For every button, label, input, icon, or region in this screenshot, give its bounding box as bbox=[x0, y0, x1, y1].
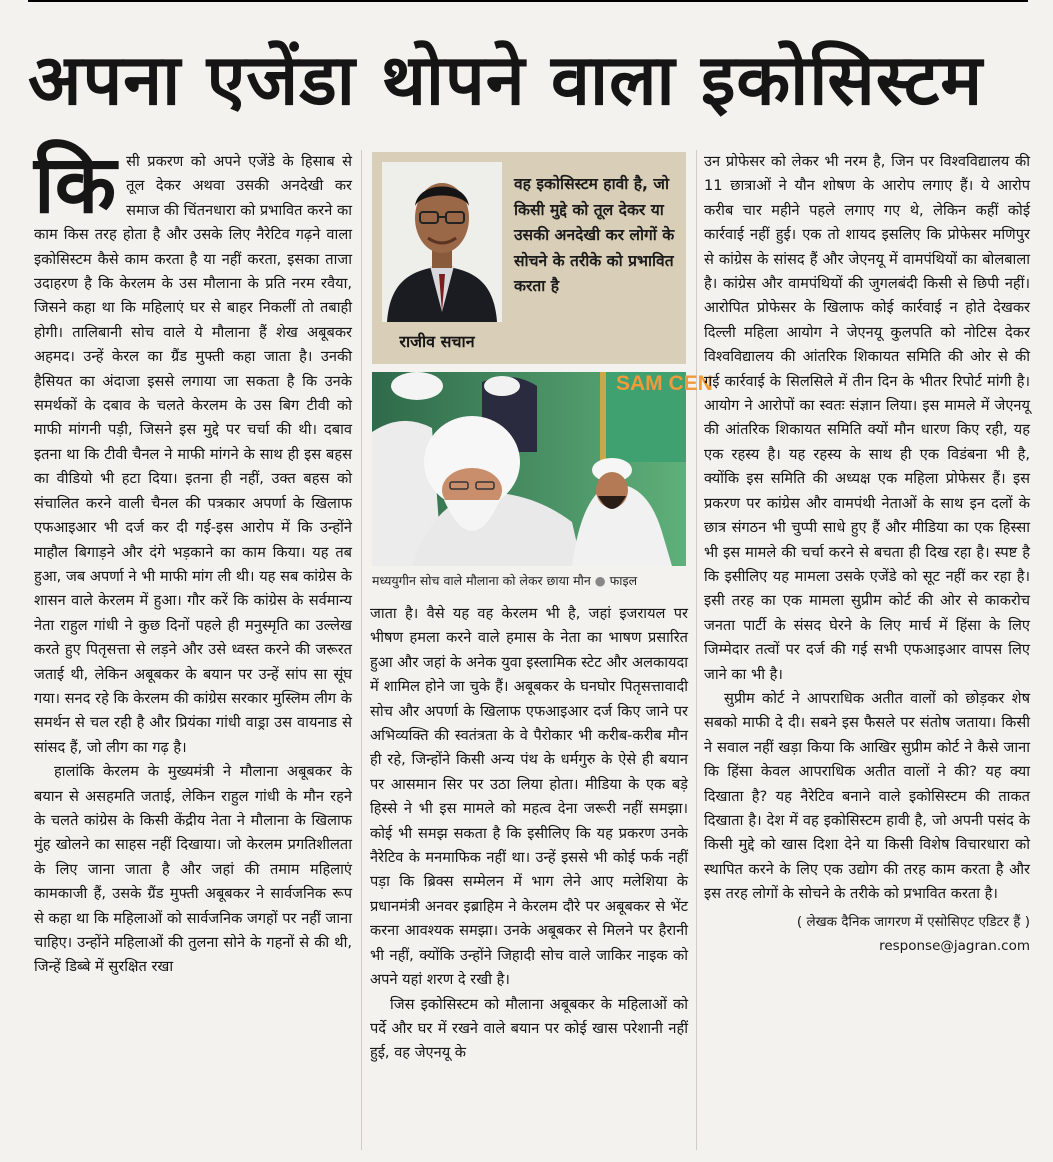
email-link[interactable]: response@jagran.com bbox=[879, 938, 1030, 954]
column-3 bbox=[704, 150, 1030, 1160]
column-divider bbox=[361, 150, 362, 1150]
headline: अपना एजेंडा थोपने वाला इकोसिस्टम bbox=[28, 39, 984, 121]
column-1 bbox=[34, 138, 352, 1160]
drop-cap: कि bbox=[34, 138, 117, 231]
author-portrait bbox=[382, 162, 502, 322]
photo-credit: फाइल bbox=[609, 573, 638, 588]
author-tagline: ( लेखक दैनिक जागरण में एसोसिएट एडिटर हैं ) bbox=[796, 913, 1030, 930]
paragraph-text: सी प्रकरण को अपने एजेंडे के हिसाब से तूल देकर अथवा उसकी अनदेखी कर समाज की चिंतनधारा को प्रभावित करने का काम किस तरह होता है और उसके लिए नैरेटिव गढ़ने वाला इकोसिस्टम कैसे काम करता है या नहीं करता, इसका ताजा उदाहरण है कि केरलम के उस मौलाना के प्रति नरम रवैया, जिसने कहा था कि महिलाएं घर से बाहर निकलीं तो तबाही होगी। तालिबानी सोच वाले ये मौलाना हैं शेख अबूबकर अहमद। उन्हें केरल का ग्रैंड मुफ्ती कहा जाता है। उनकी हैसियत का अंदाजा इससे लगाया जा सकता है कि उनके समर्थकों के दबाव के चलते केरलम के उस बिग टीवी को माफी मांगनी पड़ी, जिसने इस मुद्दे पर चर्चा की थी। दबाव इतना था कि टीवी चैनल ने माफी मांगने के साथ ही इस बहस का वीडियो भी हटा दिया। इतना ही नहीं, उक्त बहस को संचालित करने वाली चैनल की पत्रकार अपर्णा के खिलाफ एफआइआर भी दर्ज कर दी गई-इस आरोप में कि उन्होंने माहौल बिगाड़ने और दंगे भड़काने का काम किया। यह तब हुआ, जब अपर्णा ने भी माफी मांग ली थी। यह सब कांग्रेस के शासन वाले केरलम में हुआ। गौर करें कि कांग्रेस के सर्वमान्य नेता राहुल गांधी ने कुछ दिनों पहले ही मनुस्मृति का उल्लेख करते हुए पितृसत्ता से लड़ने और उसे ध्वस्त करने की जरूरत जताई थी, लेकिन अबूबकर के बयान पर उन्हें सांप सा सूंघ गया। सनद रहे कि केरलम की कांग्रेस सरकार मुस्लिम लीग के समर्थन से चल रही है और प्रियंका गांधी वाड्रा उस वायनाड से सांसद हैं, जो लीग का गढ़ है। bbox=[34, 153, 352, 756]
banner-text: SAM CEN bbox=[616, 372, 713, 395]
paragraph: जिस इकोसिस्टम को मौलाना अबूबकर के महिलाओं को पर्दे और घर में रखने वाले बयान पर कोई खास परेशानी नहीं हुई, वह जेएनयू के bbox=[370, 995, 688, 1062]
paragraph: सुप्रीम कोर्ट ने आपराधिक अतीत वालों को छोड़कर शेष सबको माफी दे दी। सबने इस फैसले पर संतोष जताया। किसी ने सवाल नहीं खड़ा किया कि आखिर सुप्रीम कोर्ट ने कैसे जाना कि हिंसा केवल आपराधिक अतीत वालों ने की? यह क्या दिखाता है? यह नैरेटिव बनाने वाले इकोसिस्टम की ताकत दिखाता है। देश में वह इकोसिस्टम हावी है, जो अपनी पसंद के किसी मुद्दे को खास दिशा देने या किसी विशेष विचारधारा को स्थापित करने के लिए एक उद्योग की तरह काम करता है और इस तरह लोगों के सोचने के तरीके को प्रभावित करता है। bbox=[704, 689, 1030, 903]
caption-text: मध्ययुगीन सोच वाले मौलाना को लेकर छाया मौन bbox=[372, 573, 591, 588]
column-2 bbox=[370, 602, 688, 1162]
paragraph bbox=[34, 138, 352, 760]
photo-caption bbox=[372, 572, 688, 589]
pull-quote-box bbox=[372, 152, 686, 364]
pull-quote-text: वह इकोसिस्टम हावी है, जो किसी मुद्दे को तूल देकर या उसकी अनदेखी कर लोगों के सोचने के तरीके को प्रभावित करता है bbox=[514, 175, 675, 295]
paragraph: हालांकि केरलम के मुख्यमंत्री ने मौलाना अबूबकर के बयान से असहमति जताई, लेकिन राहुल गांधी के मौन रहने के चलते कांग्रेस के किसी केंद्रीय नेता ने मौलाना के खिलाफ मुंह खोलने का साहस नहीं दिखाया। जो केरलम प्रगतिशीलता के लिए जाना जाता है और जहां की तमाम महिलाएं कामकाजी हैं, उसके ग्रैंड मुफ्ती अबूबकर ने सार्वजनिक रूप से कहा था कि महिलाओं को सार्वजनिक जगहों पर नहीं जाना चाहिए। उन्होंने महिलाओं की तुलना सोने के गहनों से की थी, जिन्हें डिब्बे में सुरक्षित रखा bbox=[34, 763, 352, 976]
paragraph: जाता है। वैसे यह वह केरलम भी है, जहां इजरायल पर भीषण हमला करने वाले हमास के नेता का भाषण प्रसारित हुआ और जहां के अनेक युवा इस्लामिक स्टेट और अलकायदा में शामिल होने जा चुके हैं। अबूबकर के घनघोर पितृसत्तावादी सोच और अपर्णा के खिलाफ एफआइआर दर्ज किए जाने पर अभिव्यक्ति की स्वतंत्रता के वे पैरोकार भी करीब-करीब मौन ही रहे, जिन्होंने किसी अन्य पंथ के धर्मगुरु के ऐसे ही बयान पर आसमान सिर पर उठा लिया होता। मीडिया के एक बड़े हिस्से ने भी इस मामले को महत्व देना जरूरी नहीं समझा। कोई भी समझ सकता है कि इसीलिए कि यह प्रकरण उनके नैरेटिव के मनमाफिक नहीं था। उन्हें इससे भी कोई फर्क नहीं पड़ा कि ब्रिक्स सम्मेलन में भाग लेने आए मलेशिया के प्रधानमंत्री अनवर इब्राहिम ने केरलम दौरे पर अबूबकर से भेंट करना आवश्यक समझा। उनके अबूबकर से मिलने पर हैरानी भी नहीं, क्योंकि उन्होंने जिहादी सोच वाले जाकिर नाइक को अपने यहां शरण दे रखी है। bbox=[370, 605, 688, 989]
article-photo bbox=[372, 372, 713, 566]
author-name: राजीव सचान bbox=[399, 332, 475, 351]
paragraph: उन प्रोफेसर को लेकर भी नरम है, जिन पर विश्वविद्यालय की 11 छात्राओं ने यौन शोषण के आरोप लगाए हैं। ये आरोप करीब चार महीने पहले लगाए गए थे, लेकिन कहीं कोई कार्रवाई नहीं हुई। एक तो शायद इसलिए कि प्रोफेसर मणिपुर से कांग्रेस के सांसद हैं और जेएनयू में वामपंथियों का बोलबाला है। कांग्रेस और वामपंथियों की जुगलबंदी किसी से छिपी नहीं। आरोपित प्रोफेसर के खिलाफ कोई कार्रवाई न होते देखकर दिल्ली महिला आयोग ने जेएनयू कुलपति को नोटिस देकर विश्वविद्यालय की आंतरिक शिकायत समिति की ओर से की गई कार्रवाई के सिलसिले में तीन दिन के भीतर रिपोर्ट मांगी है। आयोग ने आरोपों का स्वतः संज्ञान लिया। इस मामले में जेएनयू की आंतरिक शिकायत समिति क्यों मौन धारण किए रही, यह एक रहस्य है। यह रहस्य के साथ ही एक विडंबना भी है, क्योंकि इस समिति की अध्यक्ष एक महिला प्रोफेसर हैं। इस प्रकरण पर कांग्रेस और वामपंथी नेताओं के साथ इन दलों के छात्र संगठन भी चुप्पी साधे हुए हैं और मीडिया का एक हिस्सा भी इस मामले की चर्चा करने से बचता ही दिख रहा है। स्पष्ट है कि इसीलिए यह मामला उसके एजेंडे को सूट नहीं कर रहा है। इसी तरह का एक मामला सुप्रीम कोर्ट की ओर से काकरोच जनता पार्टी के संसद घेरने के लिए मार्च में हिंसा के लिए जिम्मेदार तत्वों पर दर्ज की गई सभी एफआइआर वापस लिए जाने का भी है। bbox=[704, 153, 1030, 683]
top-rule bbox=[28, 0, 1028, 2]
bullet-icon: ● bbox=[594, 573, 606, 588]
column-divider bbox=[696, 150, 697, 1150]
